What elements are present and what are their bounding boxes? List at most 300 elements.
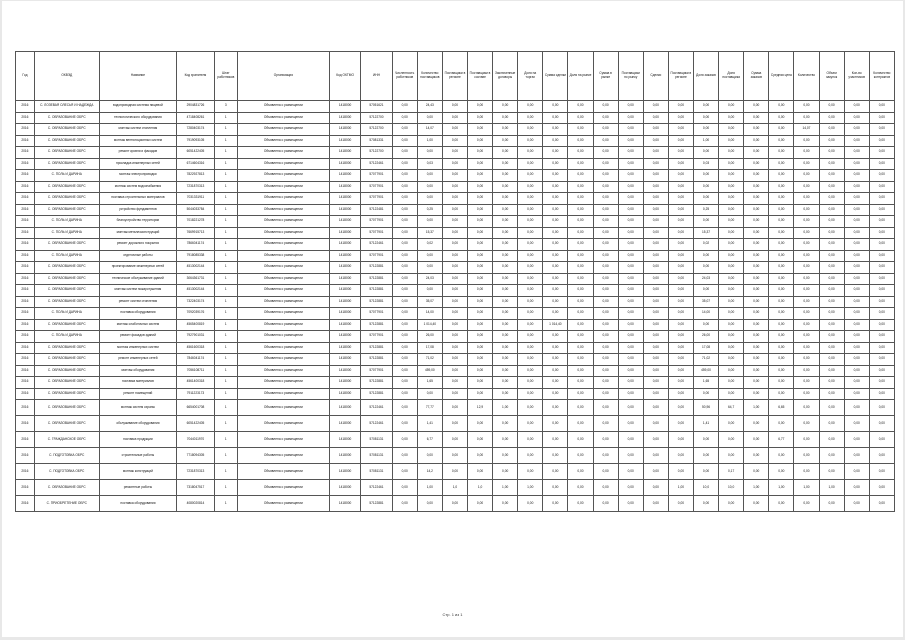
table-cell: 0,00 xyxy=(794,388,819,400)
table-cell: ремонт помещений xyxy=(99,388,176,400)
table-cell: С. ОБРАЗОВАНИЕ ОБРС xyxy=(34,400,99,416)
header-row xyxy=(16,52,895,101)
table-cell: 1 xyxy=(214,496,237,512)
table-cell: 57081131 xyxy=(361,448,392,464)
table-cell: 57081131 xyxy=(361,464,392,480)
table-cell: 0,00 xyxy=(392,158,417,170)
table-cell: 0,00 xyxy=(744,496,769,512)
table-cell: 57081331 xyxy=(361,135,392,147)
table-cell: 1 xyxy=(214,124,237,136)
table-cell: 0,00 xyxy=(668,147,693,159)
table-cell: Объявлена о размещении xyxy=(237,147,329,159)
table-cell: 7318047517 xyxy=(177,480,215,496)
table-cell: 2016 xyxy=(16,319,35,331)
table-cell: 0,00 xyxy=(668,377,693,389)
table-row xyxy=(16,124,895,136)
table-cell: 57122881 xyxy=(361,496,392,512)
table-cell: 459,00 xyxy=(417,365,442,377)
table-cell: 57122461 xyxy=(361,400,392,416)
table-cell: 0,00 xyxy=(744,388,769,400)
table-cell: 0,00 xyxy=(869,193,894,205)
table-row xyxy=(16,273,895,285)
table-cell: 0,00 xyxy=(844,147,869,159)
table-cell: 0,00 xyxy=(392,464,417,480)
table-cell: 0,00 xyxy=(693,124,718,136)
table-cell: 14,00 xyxy=(693,308,718,320)
table-cell: 0,00 xyxy=(417,181,442,193)
table-cell: 0,00 xyxy=(668,262,693,274)
table-cell: С. ОБРАЗОВАНИЕ ОБРС xyxy=(34,193,99,205)
table-cell: 0,00 xyxy=(467,319,492,331)
table-cell: 7669915713 xyxy=(177,227,215,239)
table-cell: 0,00 xyxy=(719,193,744,205)
table-cell: 0,00 xyxy=(467,250,492,262)
table-cell: 459,00 xyxy=(693,365,718,377)
table-cell: 6,77 xyxy=(769,432,794,448)
table-cell: 0,00 xyxy=(819,354,844,366)
table-cell: 0,00 xyxy=(643,331,668,343)
table-cell: 0,00 xyxy=(518,124,543,136)
table-cell: 0,00 xyxy=(744,464,769,480)
table-cell: 0,00 xyxy=(819,319,844,331)
table-cell: Объявлена о размещении xyxy=(237,158,329,170)
table-cell: 14,2 xyxy=(417,464,442,480)
table-cell: 1 xyxy=(214,342,237,354)
table-cell: С. ОБРАЗОВАНИЕ ОБРС xyxy=(34,273,99,285)
table-cell: 0,00 xyxy=(543,204,568,216)
table-cell: 0,00 xyxy=(543,388,568,400)
table-cell: 0,00 xyxy=(819,448,844,464)
table-cell: монтаж оборудования xyxy=(99,365,176,377)
table-cell: 0,00 xyxy=(744,227,769,239)
table-cell: 0,00 xyxy=(719,285,744,297)
table-cell: 0,00 xyxy=(442,158,467,170)
table-cell: 0,00 xyxy=(618,296,643,308)
table-cell: 0,00 xyxy=(543,170,568,182)
table-cell: 0,00 xyxy=(819,464,844,480)
table-cell: 0,00 xyxy=(568,464,593,480)
table-cell: 0,25 xyxy=(693,204,718,216)
table-cell: 0,00 xyxy=(518,112,543,124)
table-cell: 57122461 xyxy=(361,239,392,251)
page-footer: Стр. 1 из 1 xyxy=(442,612,463,617)
table-cell: 0,00 xyxy=(844,464,869,480)
table-cell: 1418000 xyxy=(329,181,360,193)
table-row xyxy=(16,101,895,113)
table-cell: 0,00 xyxy=(518,342,543,354)
table-cell: 0,00 xyxy=(467,416,492,432)
table-cell: 1,00 xyxy=(744,480,769,496)
table-cell: 0,00 xyxy=(869,112,894,124)
table-cell: 1,00 xyxy=(794,480,819,496)
table-cell: С. ОБРАЗОВАНИЕ ОБРС xyxy=(34,135,99,147)
table-cell: С. ОБРАЗОВАНИЕ ОБРС xyxy=(34,296,99,308)
table-cell: 0,00 xyxy=(493,377,518,389)
table-cell: 0,00 xyxy=(568,135,593,147)
table-cell: 0,00 xyxy=(643,448,668,464)
table-cell: 0,00 xyxy=(844,181,869,193)
table-cell: 0,00 xyxy=(442,181,467,193)
table-cell: 0,00 xyxy=(819,181,844,193)
table-cell: 0,00 xyxy=(668,273,693,285)
column-header: Доля на рынке xyxy=(568,52,593,101)
table-cell: 0,00 xyxy=(794,354,819,366)
table-cell: 0,00 xyxy=(467,124,492,136)
table-cell: 0,00 xyxy=(392,124,417,136)
table-cell: 2016 xyxy=(16,388,35,400)
table-cell: 0,00 xyxy=(417,448,442,464)
table-cell: 0,00 xyxy=(844,170,869,182)
table-cell: 0,00 xyxy=(869,101,894,113)
table-cell: 0,00 xyxy=(769,319,794,331)
table-cell: 57122881 xyxy=(361,262,392,274)
table-cell: водопроводная система пищевой xyxy=(99,101,176,113)
table-cell: 7927901031 xyxy=(177,331,215,343)
table-cell: С. ОБРАЗОВАНИЕ ОБРС xyxy=(34,239,99,251)
table-cell: 0,00 xyxy=(769,416,794,432)
table-cell: 0,00 xyxy=(618,354,643,366)
table-cell: С. ЛОЗЕВАЯ ОЛЕСЬЯ И НАДЕЖДА xyxy=(34,101,99,113)
table-cell: 0,00 xyxy=(618,147,643,159)
table-cell: 0,00 xyxy=(618,331,643,343)
table-cell: 0,00 xyxy=(643,170,668,182)
table-cell: 0,00 xyxy=(744,101,769,113)
table-cell: 57122481 xyxy=(361,204,392,216)
table-cell: 0,00 xyxy=(744,250,769,262)
table-cell: 0,00 xyxy=(467,365,492,377)
table-cell: 0,00 xyxy=(693,101,718,113)
table-cell: 0,00 xyxy=(719,112,744,124)
table-cell: 0,00 xyxy=(643,193,668,205)
table-cell: 7031331911 xyxy=(177,193,215,205)
table-cell: 0,00 xyxy=(643,181,668,193)
table-cell: 0,00 xyxy=(668,354,693,366)
column-header: Доля поставщика xyxy=(719,52,744,101)
table-cell: 7918085338 xyxy=(177,250,215,262)
table-cell: 0,00 xyxy=(442,204,467,216)
table-cell: 7231870313 xyxy=(177,464,215,480)
table-cell: 0,00 xyxy=(543,308,568,320)
table-cell: 0,00 xyxy=(618,193,643,205)
table-cell: 0,00 xyxy=(467,158,492,170)
table-row xyxy=(16,416,895,432)
table-cell: 0,00 xyxy=(693,448,718,464)
table-cell: 1418000 xyxy=(329,250,360,262)
table-cell: 0,00 xyxy=(869,170,894,182)
table-cell: 0,00 xyxy=(392,216,417,228)
table-row xyxy=(16,216,895,228)
table-cell: 0,00 xyxy=(668,331,693,343)
table-cell: 0,00 xyxy=(819,432,844,448)
table-cell: 2016 xyxy=(16,227,35,239)
table-cell: 0,00 xyxy=(543,464,568,480)
table-cell: 0,00 xyxy=(618,112,643,124)
table-cell: 7911223173 xyxy=(177,388,215,400)
table-cell: 1 xyxy=(214,262,237,274)
table-cell: 0,00 xyxy=(442,216,467,228)
table-cell: 0,00 xyxy=(568,377,593,389)
table-cell: 1 xyxy=(214,377,237,389)
table-cell: 0,00 xyxy=(442,464,467,480)
table-cell: 24,03 xyxy=(417,273,442,285)
table-cell: 14,07 xyxy=(417,124,442,136)
table-cell: Объявлена о размещении xyxy=(237,285,329,297)
table-cell: 0,00 xyxy=(643,262,668,274)
table-cell: 6051422405 xyxy=(177,416,215,432)
table-cell: 0,00 xyxy=(693,147,718,159)
table-cell: 7822927813 xyxy=(177,170,215,182)
table-cell: 0,00 xyxy=(467,432,492,448)
table-cell: 1418000 xyxy=(329,170,360,182)
table-cell: 0,00 xyxy=(417,388,442,400)
table-cell: 2016 xyxy=(16,204,35,216)
table-cell: 0,00 xyxy=(869,135,894,147)
table-cell: 0,00 xyxy=(518,250,543,262)
table-cell: 0,00 xyxy=(844,377,869,389)
table-cell: 0,00 xyxy=(869,239,894,251)
table-cell: 0,00 xyxy=(869,377,894,389)
table-cell: 0,00 xyxy=(819,147,844,159)
table-cell: 0,00 xyxy=(643,239,668,251)
table-cell: 0,00 xyxy=(819,101,844,113)
table-row xyxy=(16,448,895,464)
table-cell: 0,00 xyxy=(844,496,869,512)
table-cell: монтаж систем пожаротушения xyxy=(99,285,176,297)
table-cell: 0,00 xyxy=(643,296,668,308)
table-cell: 57077901 xyxy=(361,331,392,343)
table-cell: 0,00 xyxy=(442,400,467,416)
table-cell: 0,00 xyxy=(543,147,568,159)
table-cell: 0,00 xyxy=(593,308,618,320)
table-cell: 57122461 xyxy=(361,416,392,432)
table-cell: 17,08 xyxy=(417,342,442,354)
table-cell: 0,00 xyxy=(618,101,643,113)
table-cell: 0,00 xyxy=(593,250,618,262)
table-cell: 0,00 xyxy=(493,181,518,193)
table-cell: 1 xyxy=(214,480,237,496)
table-cell: 0,00 xyxy=(417,170,442,182)
table-cell: 0,00 xyxy=(719,158,744,170)
table-cell: 0,00 xyxy=(518,227,543,239)
table-cell: С. ПОЛЬ И ДАРИНА xyxy=(34,331,99,343)
table-cell: 0,00 xyxy=(417,496,442,512)
table-cell: 0,00 xyxy=(719,365,744,377)
table-cell: 0,00 xyxy=(794,331,819,343)
table-cell: ремонт инженерных сетей xyxy=(99,354,176,366)
table-cell: 0,00 xyxy=(442,135,467,147)
table-cell: 0,00 xyxy=(593,319,618,331)
table-cell: 0,00 xyxy=(392,273,417,285)
table-body xyxy=(16,101,895,512)
table-cell: 0,00 xyxy=(794,448,819,464)
table-cell: 4561400318 xyxy=(177,377,215,389)
table-cell: 0,00 xyxy=(417,285,442,297)
table-cell: 0,00 xyxy=(593,480,618,496)
table-cell: 0,00 xyxy=(794,432,819,448)
column-header: ОКВЭД xyxy=(34,52,99,101)
table-cell: 3 xyxy=(214,101,237,113)
table-cell: 0,00 xyxy=(543,285,568,297)
table-cell: С. ОБРАЗОВАНИЕ ОБРС xyxy=(34,365,99,377)
table-cell: 0,00 xyxy=(392,354,417,366)
table-cell: 0,00 xyxy=(442,147,467,159)
table-row xyxy=(16,308,895,320)
column-header: Количество контрактов xyxy=(869,52,894,101)
table-cell: 0,00 xyxy=(719,181,744,193)
table-cell: 0,00 xyxy=(518,464,543,480)
table-cell: 0,00 xyxy=(719,354,744,366)
column-header: Штат работников xyxy=(214,52,237,101)
column-header: Поставщики в составе xyxy=(467,52,492,101)
table-cell: 0,00 xyxy=(769,204,794,216)
table-cell: 1 xyxy=(214,296,237,308)
table-cell: 0,00 xyxy=(467,227,492,239)
table-cell: 6,77 xyxy=(417,432,442,448)
table-cell: 0,00 xyxy=(618,377,643,389)
table-cell: 0,00 xyxy=(618,319,643,331)
table-cell: 0,00 xyxy=(442,170,467,182)
table-cell: Объявлена о размещении xyxy=(237,400,329,416)
table-cell: 2016 xyxy=(16,273,35,285)
table-cell: 0,00 xyxy=(693,112,718,124)
table-cell: 0,00 xyxy=(844,239,869,251)
table-cell: 0,00 xyxy=(392,285,417,297)
table-cell: 0,00 xyxy=(869,296,894,308)
table-cell: Объявлена о размещении xyxy=(237,101,329,113)
table-cell: 1,41 xyxy=(417,416,442,432)
table-row xyxy=(16,342,895,354)
table-cell: 0,00 xyxy=(518,285,543,297)
table-cell: 0,00 xyxy=(493,170,518,182)
table-cell: Объявлена о размещении xyxy=(237,273,329,285)
table-cell: 24,43 xyxy=(417,101,442,113)
table-cell: 0,00 xyxy=(643,432,668,448)
table-cell: 24,03 xyxy=(693,273,718,285)
table-cell: 0,00 xyxy=(819,342,844,354)
table-cell: 0,00 xyxy=(493,285,518,297)
table-cell: 0,00 xyxy=(769,296,794,308)
table-cell: 1,00 xyxy=(493,400,518,416)
table-cell: 0,00 xyxy=(467,193,492,205)
table-cell: 10,0 xyxy=(693,480,718,496)
table-cell: 0,00 xyxy=(769,273,794,285)
table-cell: 0,00 xyxy=(693,193,718,205)
table-cell: 0,00 xyxy=(392,480,417,496)
table-cell: 1 xyxy=(214,308,237,320)
table-cell: 0,00 xyxy=(794,308,819,320)
table-cell: 0,00 xyxy=(442,262,467,274)
table-cell: С. ОБРАЗОВАНИЕ ОБРС xyxy=(34,480,99,496)
table-cell: 0,00 xyxy=(794,342,819,354)
table-cell: С. ПОЛЬ И ДАРИНА xyxy=(34,216,99,228)
table-cell: 0,00 xyxy=(442,285,467,297)
table-cell: 0,00 xyxy=(668,432,693,448)
table-row xyxy=(16,400,895,416)
table-cell: 0,00 xyxy=(819,239,844,251)
table-cell: 0,00 xyxy=(493,250,518,262)
table-cell: 0,00 xyxy=(869,227,894,239)
table-cell: 0,00 xyxy=(719,432,744,448)
table-cell: 1 xyxy=(214,331,237,343)
table-cell: 0,00 xyxy=(769,135,794,147)
table-cell: 0,00 xyxy=(719,496,744,512)
table-cell: 0,00 xyxy=(618,135,643,147)
table-cell: 0,00 xyxy=(518,416,543,432)
table-cell: 0,00 xyxy=(543,342,568,354)
table-cell: 0,00 xyxy=(618,181,643,193)
table-cell: 0,00 xyxy=(467,496,492,512)
table-cell: 0,00 xyxy=(844,124,869,136)
table-cell: Объявлена о размещении xyxy=(237,216,329,228)
table-cell: 0,00 xyxy=(493,262,518,274)
table-cell: 0,00 xyxy=(543,432,568,448)
table-cell: 0,00 xyxy=(744,416,769,432)
table-cell: 0,00 xyxy=(844,273,869,285)
table-cell: 6051422405 xyxy=(177,147,215,159)
table-cell: 0,00 xyxy=(744,319,769,331)
table-cell: 0,00 xyxy=(442,432,467,448)
table-cell: 0,00 xyxy=(668,400,693,416)
table-cell: 0,00 xyxy=(593,388,618,400)
table-cell: 0,00 xyxy=(693,464,718,480)
table-cell: ремонт кровли и фасадов xyxy=(99,147,176,159)
table-cell: 0,00 xyxy=(769,216,794,228)
table-cell: 1418000 xyxy=(329,331,360,343)
table-cell: 0,00 xyxy=(442,112,467,124)
table-cell: 0,00 xyxy=(467,112,492,124)
column-header: Доля на торгах xyxy=(518,52,543,101)
table-cell: 1418000 xyxy=(329,124,360,136)
table-cell: 0,00 xyxy=(568,448,593,464)
table-cell: 0,00 xyxy=(643,354,668,366)
table-cell: 0,00 xyxy=(392,135,417,147)
table-row xyxy=(16,496,895,512)
table-cell: 0,00 xyxy=(643,496,668,512)
table-row xyxy=(16,464,895,480)
table-cell: 0,17 xyxy=(719,464,744,480)
table-cell: 0,00 xyxy=(819,273,844,285)
column-header: Год xyxy=(16,52,35,101)
table-cell: 64,7 xyxy=(719,400,744,416)
table-cell: 0,00 xyxy=(668,308,693,320)
table-cell: 1 014,40 xyxy=(417,319,442,331)
table-cell: 0,03 xyxy=(693,158,718,170)
table-cell: 1 014,40 xyxy=(543,319,568,331)
table-cell: 0,00 xyxy=(568,112,593,124)
table-cell: 1 xyxy=(214,239,237,251)
table-cell: 0,00 xyxy=(719,296,744,308)
table-cell: 1418000 xyxy=(329,147,360,159)
table-cell: 57122461 xyxy=(361,158,392,170)
table-cell: монтаж систем водоснабжения xyxy=(99,181,176,193)
table-cell: 1418000 xyxy=(329,480,360,496)
table-cell: 0,00 xyxy=(769,262,794,274)
table-cell: 0,00 xyxy=(794,170,819,182)
table-cell: 0,00 xyxy=(493,342,518,354)
table-cell: 0,00 xyxy=(719,135,744,147)
table-cell: 0,00 xyxy=(593,124,618,136)
table-cell: 1418000 xyxy=(329,158,360,170)
table-cell: 0,00 xyxy=(518,181,543,193)
table-cell: 0,00 xyxy=(518,308,543,320)
table-cell: 0,00 xyxy=(518,135,543,147)
table-cell: 0,00 xyxy=(869,285,894,297)
table-cell: 0,00 xyxy=(618,342,643,354)
table-cell: 0,00 xyxy=(744,331,769,343)
table-cell: 1 xyxy=(214,227,237,239)
table-cell: Объявлена о размещении xyxy=(237,262,329,274)
table-cell: 0,00 xyxy=(593,464,618,480)
